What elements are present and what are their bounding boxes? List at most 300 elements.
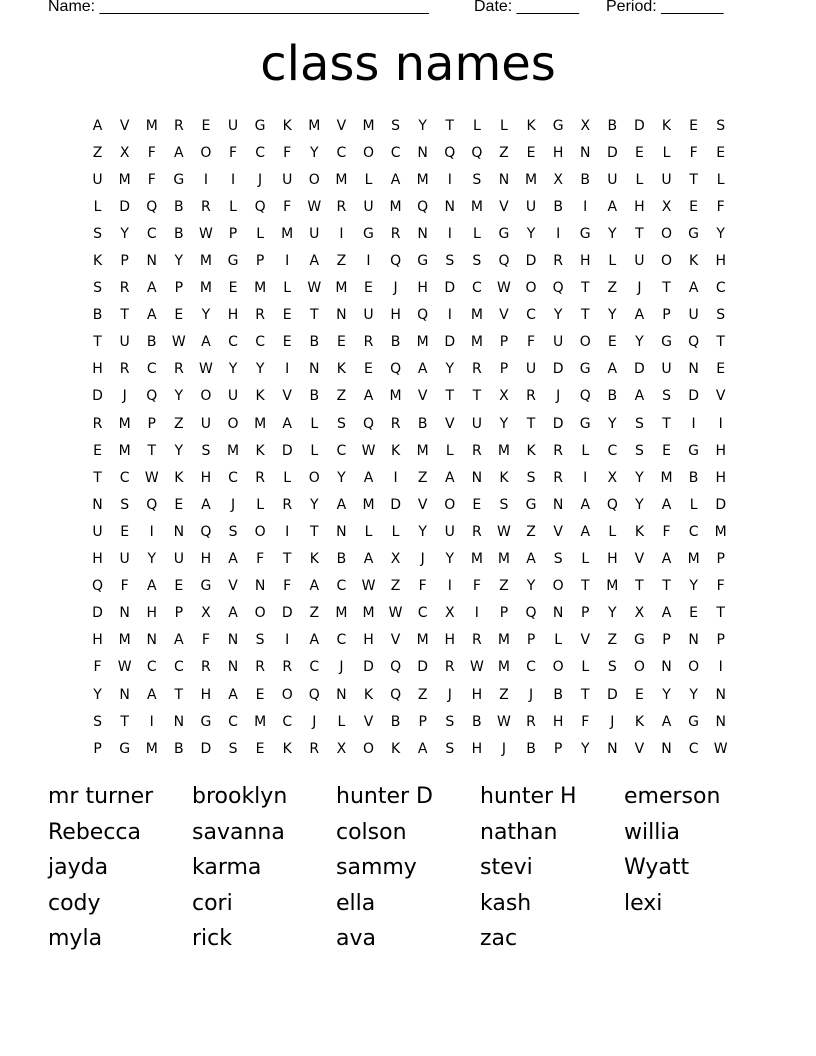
grid-letter: R <box>363 334 374 351</box>
grid-letter: M <box>497 632 510 649</box>
grid-letter: Y <box>174 253 184 270</box>
grid-letter: A <box>146 307 157 324</box>
grid-letter: M <box>145 117 158 134</box>
grid-letter: J <box>420 551 425 568</box>
grid-letter: Q <box>579 388 591 405</box>
grid-letter: Q <box>390 686 402 703</box>
grid-letter: K <box>363 686 374 703</box>
grid-row <box>84 383 734 410</box>
grid-letter: I <box>447 307 452 324</box>
grid-letter: D <box>200 740 212 757</box>
grid-letter: T <box>716 334 725 351</box>
grid-letter: S <box>120 496 130 513</box>
grid-letter: A <box>634 307 645 324</box>
grid-letter: F <box>283 198 292 215</box>
grid-letter: F <box>147 171 156 188</box>
grid-letter: O <box>688 659 700 676</box>
grid-letter: A <box>661 713 672 730</box>
grid-letter: I <box>718 415 723 432</box>
grid-letter: A <box>661 605 672 622</box>
grid-letter: Q <box>552 280 564 297</box>
grid-letter: Y <box>689 578 698 595</box>
grid-letter: A <box>201 496 211 513</box>
grid-letter: C <box>146 361 157 378</box>
grid-letter: D <box>390 496 401 513</box>
grid-row <box>84 708 734 735</box>
grid-letter: C <box>390 144 401 161</box>
grid-letter: A <box>417 740 428 757</box>
grid-letter: B <box>607 117 618 134</box>
grid-letter: L <box>310 415 319 432</box>
grid-letter: F <box>662 523 671 540</box>
grid-letter: M <box>199 253 212 270</box>
grid-letter: I <box>474 605 479 622</box>
grid-letter: U <box>119 551 130 568</box>
word-bank-item: rick <box>192 926 232 951</box>
grid-letter: Y <box>418 117 427 134</box>
grid-letter: M <box>497 442 510 459</box>
grid-letter: E <box>634 686 644 703</box>
grid-letter: I <box>556 225 561 242</box>
grid-letter: X <box>201 605 211 622</box>
grid-letter: O <box>362 740 374 757</box>
grid-row <box>84 247 734 274</box>
grid-letter: Y <box>553 307 563 324</box>
grid-letter: U <box>661 361 672 378</box>
grid-letter: U <box>634 253 645 270</box>
grid-letter: R <box>282 496 293 513</box>
grid-letter: V <box>119 117 130 134</box>
grid-letter: P <box>499 334 509 351</box>
grid-letter: O <box>552 578 564 595</box>
grid-letter: E <box>689 198 699 215</box>
grid-letter: T <box>526 415 536 432</box>
grid-letter: D <box>525 253 537 270</box>
grid-letter: E <box>634 144 644 161</box>
grid-letter: W <box>199 225 213 242</box>
grid-letter: B <box>417 415 428 432</box>
grid-letter: O <box>552 659 564 676</box>
grid-letter: U <box>553 334 564 351</box>
grid-letter: B <box>688 469 699 486</box>
word-bank-item: jayda <box>48 855 109 880</box>
grid-letter: W <box>144 469 159 486</box>
grid-letter: V <box>499 198 509 215</box>
grid-letter: Y <box>93 686 102 703</box>
period-field: Period: _______ <box>606 0 724 15</box>
grid-letter: Q <box>390 659 402 676</box>
grid-letter: J <box>556 388 561 405</box>
grid-letter: E <box>689 605 699 622</box>
grid-letter: D <box>363 659 374 676</box>
grid-letter: S <box>499 496 509 513</box>
grid-letter: M <box>362 496 375 513</box>
grid-letter: A <box>146 686 157 703</box>
grid-letter: Q <box>254 198 266 215</box>
grid-letter: P <box>418 713 427 730</box>
grid-letter: F <box>283 144 292 161</box>
grid-letter: Q <box>606 496 618 513</box>
grid-letter: H <box>92 632 103 649</box>
grid-letter: K <box>174 469 184 486</box>
grid-letter: O <box>254 605 266 622</box>
word-bank-item: lexi <box>624 890 663 916</box>
grid-letter: L <box>283 469 292 486</box>
grid-letter: G <box>579 225 591 242</box>
word-bank-item: sammy <box>336 855 417 880</box>
grid-letter: L <box>608 523 617 540</box>
grid-letter: B <box>146 334 157 351</box>
word-bank <box>48 779 768 957</box>
grid-letter: U <box>173 551 184 568</box>
grid-letter: A <box>363 551 374 568</box>
grid-letter: D <box>417 659 429 676</box>
grid-letter: D <box>444 334 456 351</box>
grid-letter: L <box>337 713 346 730</box>
grid-letter: M <box>199 280 212 297</box>
grid-letter: M <box>470 198 483 215</box>
grid-letter: Z <box>607 632 618 649</box>
grid-letter: A <box>363 469 374 486</box>
grid-letter: Z <box>309 605 320 622</box>
grid-letter: S <box>607 659 617 676</box>
grid-letter: H <box>92 551 103 568</box>
grid-letter: S <box>93 225 102 242</box>
grid-letter: T <box>282 551 292 568</box>
grid-letter: G <box>579 415 591 432</box>
grid-letter: C <box>146 225 157 242</box>
grid-letter: B <box>390 713 401 730</box>
grid-letter: N <box>146 632 157 649</box>
grid-letter: Q <box>417 307 429 324</box>
grid-letter: R <box>526 713 536 730</box>
grid-letter: T <box>472 388 482 405</box>
grid-letter: V <box>417 388 428 405</box>
grid-letter: O <box>281 686 293 703</box>
grid-letter: E <box>364 361 373 378</box>
grid-letter: N <box>444 198 455 215</box>
grid-letter: R <box>201 659 211 676</box>
grid-letter: F <box>201 632 210 649</box>
grid-letter: Q <box>417 198 429 215</box>
grid-letter: E <box>472 496 482 513</box>
grid-letter: V <box>634 551 645 568</box>
grid-row <box>84 193 734 220</box>
grid-letter: T <box>120 713 129 730</box>
grid-letter: Y <box>526 225 536 242</box>
grid-letter: A <box>309 253 320 270</box>
grid-letter: S <box>201 442 211 459</box>
grid-letter: Q <box>200 523 212 540</box>
grid-letter: H <box>552 144 564 161</box>
grid-letter: P <box>662 632 671 649</box>
grid-letter: Q <box>471 144 483 161</box>
grid-letter: J <box>610 713 615 730</box>
grid-letter: O <box>200 144 212 161</box>
grid-letter: N <box>119 605 130 622</box>
grid-letter: Z <box>607 280 618 297</box>
grid-letter: V <box>715 388 726 405</box>
grid-letter: D <box>606 686 618 703</box>
grid-letter: Y <box>174 442 184 459</box>
grid-letter: M <box>362 605 375 622</box>
grid-letter: M <box>714 523 727 540</box>
grid-letter: B <box>92 307 103 324</box>
grid-letter: E <box>255 686 265 703</box>
grid-letter: Y <box>310 496 319 513</box>
grid-letter: V <box>553 523 563 540</box>
grid-letter: Y <box>174 388 184 405</box>
grid-letter: W <box>497 280 511 297</box>
grid-letter: P <box>716 632 725 649</box>
grid-letter: Y <box>147 551 157 568</box>
grid-letter: E <box>689 117 699 134</box>
grid-letter: A <box>580 496 591 513</box>
grid-letter: M <box>497 551 510 568</box>
grid-letter: R <box>201 198 211 215</box>
grid-letter: C <box>228 713 238 730</box>
grid-row <box>84 302 734 329</box>
grid-letter: T <box>445 117 455 134</box>
grid-letter: E <box>336 334 346 351</box>
grid-letter: M <box>118 442 131 459</box>
grid-letter: U <box>688 307 699 324</box>
grid-letter: D <box>92 388 103 405</box>
grid-letter: Y <box>608 225 617 242</box>
grid-letter: A <box>363 388 374 405</box>
grid-letter: H <box>715 442 726 459</box>
grid-letter: C <box>228 334 238 351</box>
grid-letter: V <box>634 740 645 757</box>
grid-letter: C <box>255 144 265 161</box>
grid-letter: O <box>525 280 537 297</box>
grid-letter: V <box>282 388 292 405</box>
grid-letter: K <box>309 551 319 568</box>
grid-letter: V <box>336 117 347 134</box>
grid-letter: Q <box>146 496 158 513</box>
grid-letter: I <box>393 469 398 486</box>
grid-letter: V <box>499 307 509 324</box>
grid-letter: E <box>93 442 102 459</box>
grid-letter: L <box>500 117 508 134</box>
grid-row <box>84 735 734 762</box>
header-fields <box>48 0 748 20</box>
grid-letter: N <box>688 361 699 378</box>
grid-letter: P <box>174 605 184 622</box>
grid-letter: R <box>92 415 103 432</box>
grid-letter: G <box>200 578 212 595</box>
grid-letter: J <box>230 496 236 513</box>
grid-letter: Y <box>310 144 319 161</box>
grid-letter: V <box>417 496 428 513</box>
grid-letter: X <box>119 144 130 161</box>
grid-letter: V <box>228 578 238 595</box>
grid-letter: A <box>444 469 455 486</box>
grid-letter: Q <box>92 578 104 595</box>
grid-letter: J <box>393 280 398 297</box>
grid-letter: N <box>336 307 347 324</box>
grid-letter: M <box>470 334 483 351</box>
page-title: class names <box>260 36 556 92</box>
grid-letter: F <box>147 144 156 161</box>
grid-letter: Z <box>526 523 536 540</box>
grid-letter: N <box>579 144 591 161</box>
grid-letter: C <box>146 659 157 676</box>
grid-letter: U <box>525 198 537 215</box>
grid-letter: Q <box>498 253 510 270</box>
grid-letter: A <box>526 551 536 568</box>
grid-letter: G <box>579 361 591 378</box>
grid-letter: T <box>120 307 129 324</box>
grid-letter: R <box>471 632 482 649</box>
grid-letter: E <box>282 307 292 324</box>
grid-letter: J <box>528 686 534 703</box>
grid-letter: U <box>363 307 374 324</box>
word-bank-item: stevi <box>480 855 533 880</box>
grid-letter: I <box>203 171 208 188</box>
grid-letter: Z <box>499 144 509 161</box>
grid-letter: E <box>607 334 617 351</box>
grid-letter: T <box>310 307 319 324</box>
grid-letter: M <box>254 280 267 297</box>
grid-letter: P <box>499 605 509 622</box>
grid-letter: W <box>469 659 484 676</box>
grid-letter: C <box>688 740 699 757</box>
grid-letter: Z <box>417 469 428 486</box>
grid-letter: S <box>634 415 644 432</box>
grid-letter: B <box>580 171 591 188</box>
grid-letter: T <box>662 415 671 432</box>
grid-letter: M <box>416 442 429 459</box>
grid-letter: E <box>228 280 238 297</box>
grid-letter: Y <box>608 307 617 324</box>
grid-letter: N <box>92 496 103 513</box>
grid-row <box>84 166 734 193</box>
grid-letter: M <box>470 551 483 568</box>
grid-letter: W <box>361 578 376 595</box>
grid-letter: M <box>660 469 673 486</box>
grid-letter: F <box>120 578 129 595</box>
word-bank-item: mr turner <box>48 784 154 809</box>
grid-letter: W <box>497 713 511 730</box>
grid-letter: T <box>445 388 455 405</box>
grid-letter: D <box>119 198 131 215</box>
grid-letter: L <box>581 659 590 676</box>
grid-letter: C <box>282 713 293 730</box>
grid-letter: P <box>716 551 725 568</box>
grid-letter: Y <box>608 415 617 432</box>
grid-letter: J <box>637 280 642 297</box>
grid-letter: A <box>201 334 211 351</box>
grid-letter: M <box>308 117 321 134</box>
grid-letter: N <box>227 659 239 676</box>
grid-letter: Y <box>255 361 265 378</box>
grid-letter: N <box>552 496 564 513</box>
grid-letter: P <box>499 361 509 378</box>
grid-letter: R <box>553 469 563 486</box>
grid-letter: G <box>200 713 212 730</box>
grid-row <box>84 437 734 464</box>
grid-letter: X <box>444 605 455 622</box>
grid-letter: F <box>93 659 102 676</box>
grid-letter: P <box>255 253 265 270</box>
grid-letter: H <box>471 740 483 757</box>
grid-letter: E <box>120 523 130 540</box>
grid-letter: Q <box>688 334 700 351</box>
grid-letter: P <box>174 280 184 297</box>
grid-letter: A <box>146 280 157 297</box>
word-bank-item: hunter H <box>480 784 577 809</box>
grid-letter: C <box>526 659 536 676</box>
grid-letter: D <box>281 605 293 622</box>
grid-letter: T <box>662 280 671 297</box>
grid-letter: A <box>309 632 320 649</box>
grid-letter: K <box>634 713 645 730</box>
grid-letter: Q <box>146 388 158 405</box>
grid-letter: O <box>200 388 212 405</box>
grid-letter: N <box>715 713 726 730</box>
grid-letter: A <box>661 496 672 513</box>
grid-letter: W <box>388 605 403 622</box>
grid-letter: Y <box>635 496 644 513</box>
grid-letter: L <box>716 171 725 188</box>
grid-letter: C <box>255 334 265 351</box>
grid-letter: I <box>149 713 154 730</box>
grid-letter: F <box>527 334 536 351</box>
grid-letter: H <box>444 632 456 649</box>
grid-letter: T <box>310 523 319 540</box>
grid-letter: I <box>230 171 236 188</box>
grid-row <box>84 518 734 545</box>
grid-letter: G <box>227 253 239 270</box>
grid-letter: H <box>552 713 564 730</box>
grid-letter: B <box>309 388 320 405</box>
grid-letter: B <box>174 198 184 215</box>
grid-letter: T <box>662 578 671 595</box>
grid-letter: A <box>309 578 320 595</box>
grid-letter: T <box>580 686 590 703</box>
grid-letter: H <box>634 198 645 215</box>
grid-letter: D <box>281 442 293 459</box>
grid-letter: L <box>472 117 481 134</box>
grid-letter: N <box>417 225 428 242</box>
grid-letter: M <box>362 117 375 134</box>
grid-letter: Y <box>580 740 590 757</box>
grid-letter: C <box>336 632 347 649</box>
grid-letter: M <box>606 578 619 595</box>
grid-letter: Y <box>662 686 671 703</box>
grid-letter: L <box>256 496 265 513</box>
grid-letter: Y <box>499 415 509 432</box>
word-bank-item: emerson <box>624 784 721 809</box>
grid-letter: N <box>336 523 347 540</box>
grid-letter: T <box>580 280 590 297</box>
grid-letter: L <box>391 523 400 540</box>
grid-letter: I <box>447 578 452 595</box>
grid-letter: I <box>447 171 452 188</box>
grid-letter: L <box>581 551 590 568</box>
grid-letter: R <box>309 740 320 757</box>
grid-letter: V <box>580 632 591 649</box>
grid-letter: N <box>607 740 618 757</box>
grid-letter: F <box>283 578 292 595</box>
grid-letter: L <box>364 171 373 188</box>
grid-letter: S <box>526 469 536 486</box>
grid-letter: C <box>173 659 184 676</box>
grid-letter: W <box>497 523 511 540</box>
word-bank-item: ella <box>336 890 376 916</box>
word-bank-item: cody <box>48 890 101 916</box>
